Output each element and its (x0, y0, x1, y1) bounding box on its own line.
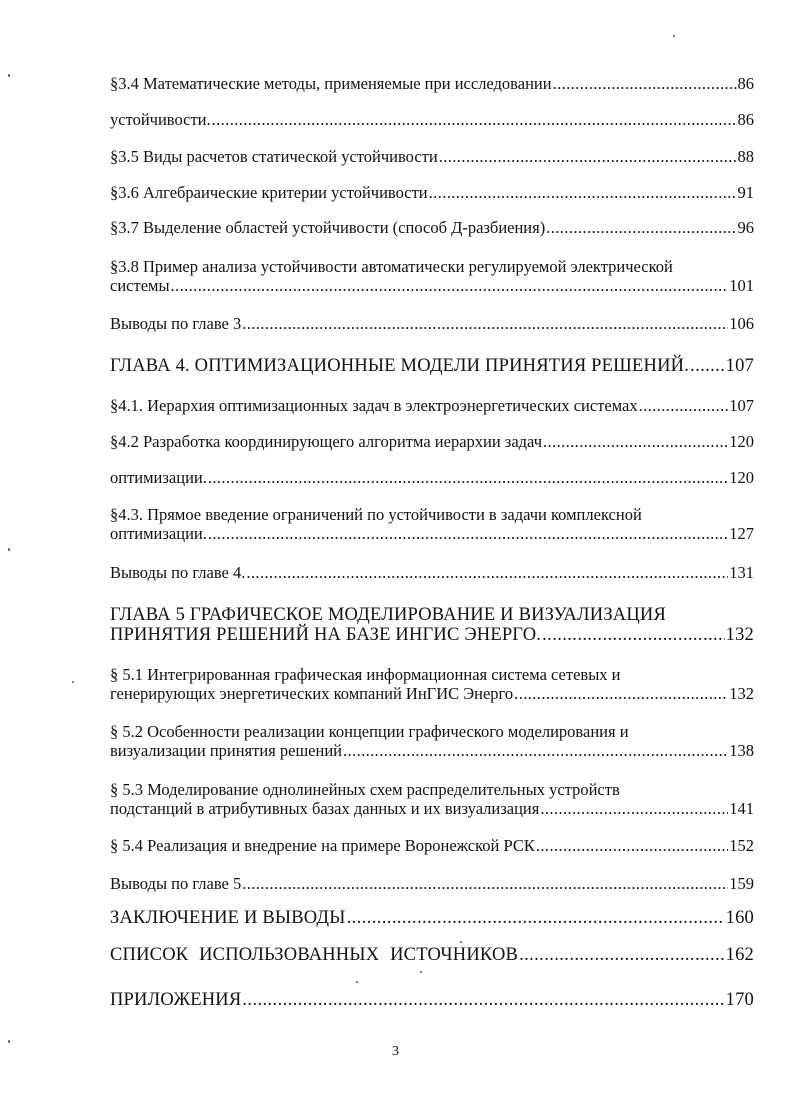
toc-entry-title: Выводы по главе 4. (110, 563, 246, 582)
toc-entry-title: §4.1. Иерархия оптимизационных задач в электроэнергетических системах (110, 396, 638, 415)
scan-speck (420, 971, 422, 973)
toc-entry-page: 160 (725, 908, 754, 928)
dot-leader (690, 356, 725, 376)
scan-speck (72, 681, 74, 683)
toc-entry-title: §4.2 Разработка координирующего алгоритма иерархии задач (110, 432, 542, 451)
toc-entry-chapter-4 (110, 356, 754, 376)
scan-speck (8, 548, 10, 551)
toc-entry-page: 132 (725, 625, 754, 645)
toc-entry-title: §3.7 Выделение областей устойчивости (способ Д-разбиения) (110, 218, 546, 237)
toc-entry-conclusions-3 (110, 314, 754, 333)
dot-leader (639, 396, 729, 415)
toc-entry-page: 106 (729, 314, 754, 333)
toc-entry-page: 132 (729, 684, 754, 703)
scan-speck (8, 1040, 10, 1043)
toc-entry-title: §3.4 Математические методы, применяемые при исследовании (110, 74, 552, 93)
dot-leader (347, 908, 725, 928)
toc-entry-title: ПРИНЯТИЯ РЕШЕНИЙ НА БАЗЕ ИНГИС ЭНЕРГО. (110, 625, 542, 645)
dot-leader (519, 945, 725, 965)
page-number: 3 (392, 1044, 399, 1059)
toc-entry-title: ПРИЛОЖЕНИЯ (110, 990, 242, 1010)
toc-entry-3-4 (110, 74, 754, 93)
toc-entry-page: 107 (725, 356, 754, 376)
dot-leader (439, 147, 737, 166)
toc-entry-5-1 (110, 665, 754, 703)
dot-leader (242, 314, 728, 333)
toc-entry-title: Выводы по главе 5 (110, 874, 242, 893)
dot-leader (553, 74, 737, 93)
toc-entry-3-4-cont (110, 110, 754, 129)
toc-entry-title-line1: § 5.3 Моделирование однолинейных схем распределительных устройств (110, 780, 620, 799)
toc-entry-4-2 (110, 432, 754, 451)
toc-entry-3-5 (110, 147, 754, 166)
toc-entry-5-3 (110, 780, 754, 818)
toc-entry-title: §3.6 Алгебраические критерии устойчивости (110, 183, 428, 202)
dot-leader (546, 218, 736, 237)
toc-entry-page: 138 (729, 741, 754, 760)
scan-speck (8, 74, 10, 77)
toc-entry-title: Выводы по главе 3 (110, 314, 242, 333)
toc-entry-title-line1: § 5.1 Интегрированная графическая информационная система сетевых и (110, 665, 621, 684)
dot-leader (208, 468, 728, 487)
toc-entry-title: оптимизации. (110, 468, 207, 487)
toc-entry-page: 159 (729, 874, 754, 893)
toc-entry-page: 96 (737, 218, 754, 237)
toc-entry-4-1 (110, 396, 754, 415)
toc-entry-references (110, 945, 754, 965)
scan-speck (460, 941, 462, 943)
dot-leader (542, 625, 725, 645)
dot-leader (246, 563, 728, 582)
toc-entry-title: генерирующих энергетических компаний ИнГИС Энерго (110, 684, 514, 703)
dot-leader (242, 874, 728, 893)
toc-entry-title: оптимизации. (110, 524, 207, 543)
toc-entry-title: ЗАКЛЮЧЕНИЕ И ВЫВОДЫ (110, 908, 346, 928)
toc-entry-conclusions-4 (110, 563, 754, 582)
toc-entry-page: 141 (729, 799, 754, 818)
dot-leader (514, 684, 728, 703)
toc-entry-title: системы (110, 276, 170, 295)
toc-entry-title: СПИСОК ИСПОЛЬЗОВАННЫХ ИСТОЧНИКОВ (110, 945, 519, 965)
toc-entry-title-line1: §4.3. Прямое введение ограничений по устойчивости в задачи комплексной (110, 505, 642, 524)
toc-entry-page: 127 (729, 524, 754, 543)
toc-entry-title: визуализации принятия решений (110, 741, 342, 760)
scan-speck (673, 35, 675, 37)
toc-entry-conclusion (110, 908, 754, 928)
toc-entry-title: ГЛАВА 4. ОПТИМИЗАЦИОННЫЕ МОДЕЛИ ПРИНЯТИЯ РЕШЕНИЙ. (110, 356, 690, 376)
scan-speck (356, 981, 358, 983)
dot-leader (536, 836, 728, 855)
toc-entry-5-4 (110, 836, 754, 855)
toc-entry-title-line1: ГЛАВА 5 ГРАФИЧЕСКОЕ МОДЕЛИРОВАНИЕ И ВИЗУАЛИЗАЦИЯ (110, 605, 667, 625)
dot-leader (343, 741, 728, 760)
toc-entry-title-line1: § 5.2 Особенности реализации концепции графического моделирования и (110, 722, 629, 741)
toc-entry-4-2-cont (110, 468, 754, 487)
toc-entry-page: 88 (737, 147, 754, 166)
dot-leader (429, 183, 737, 202)
toc-entry-page: 120 (729, 468, 754, 487)
toc-entry-title: подстанций в атрибутивных базах данных и их визуализация (110, 799, 540, 818)
toc-entry-title: § 5.4 Реализация и внедрение на примере Воронежской РСК (110, 836, 535, 855)
toc-entry-page: 86 (737, 74, 754, 93)
dot-leader (540, 799, 728, 818)
toc-entry-page: 120 (729, 432, 754, 451)
dot-leader (242, 990, 724, 1010)
toc-entry-conclusions-5 (110, 874, 754, 893)
toc-entry-page: 162 (725, 945, 754, 965)
toc-entry-4-3 (110, 505, 754, 543)
toc-entry-title: устойчивости. (110, 110, 211, 129)
toc-entry-3-8 (110, 257, 754, 295)
toc-entry-3-7 (110, 218, 754, 237)
dot-leader (543, 432, 728, 451)
toc-entry-page: 107 (729, 396, 754, 415)
dot-leader (208, 524, 728, 543)
toc-entry-chapter-5 (110, 605, 754, 645)
toc-entry-page: 91 (737, 183, 754, 202)
toc-entry-title-line1: §3.8 Пример анализа устойчивости автоматически регулируемой электрической (110, 257, 673, 276)
dot-leader (171, 276, 729, 295)
toc-entry-appendices (110, 990, 754, 1010)
toc-entry-page: 170 (725, 990, 754, 1010)
toc-entry-3-6 (110, 183, 754, 202)
toc-entry-5-2 (110, 722, 754, 760)
toc-entry-page: 131 (729, 563, 754, 582)
toc-entry-title: §3.5 Виды расчетов статической устойчивости (110, 147, 438, 166)
toc-entry-page: 101 (729, 276, 754, 295)
dot-leader (212, 110, 737, 129)
toc-entry-page: 86 (737, 110, 754, 129)
toc-entry-page: 152 (729, 836, 754, 855)
